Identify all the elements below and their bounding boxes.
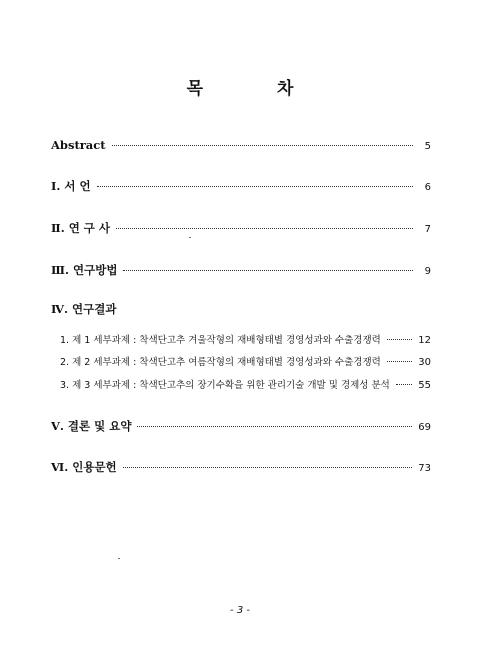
dot-leader [123, 269, 413, 271]
toc-entry-conclusion[interactable] [51, 418, 431, 434]
dot-leader [123, 466, 413, 468]
toc-subentry-1[interactable] [60, 332, 431, 346]
toc-section-results[interactable]: Ⅳ. 연구결과 [51, 302, 117, 316]
scan-speck [189, 237, 191, 238]
toc-entry-references[interactable] [51, 459, 431, 475]
toc-entry-methods[interactable] [51, 262, 431, 278]
toc-entry-page: 69 [418, 422, 431, 433]
toc-entry-introduction[interactable] [51, 178, 431, 194]
toc-entry-abstract[interactable] [51, 138, 431, 152]
toc-subentry-page: 12 [418, 335, 431, 346]
toc-entry-page: 73 [418, 463, 431, 474]
toc-entry-page: 6 [424, 182, 431, 193]
toc-entry-page: 9 [424, 266, 431, 277]
dot-leader [97, 185, 413, 187]
toc-entry-label: Abstract [51, 138, 106, 152]
dot-leader [137, 425, 412, 427]
toc-entry-page: 5 [424, 141, 431, 152]
dot-leader [387, 338, 412, 340]
toc-entry-literature-review[interactable] [51, 220, 431, 236]
toc-entry-label: Ⅵ. 인용문헌 [51, 460, 117, 474]
dot-leader [116, 227, 413, 229]
scan-speck [118, 558, 120, 559]
toc-subentry-label: 1. 제 1 세부과제 : 착색단고추 겨울작형의 재배형태별 경영성과와 수출경쟁력 [60, 335, 381, 346]
toc-entry-label: Ⅰ. 서 언 [51, 179, 91, 193]
dot-leader [396, 383, 412, 385]
toc-subentry-page: 30 [418, 357, 431, 368]
toc-entry-label: Ⅴ. 결론 및 요약 [51, 419, 132, 433]
dot-leader [387, 360, 412, 362]
toc-entry-label: Ⅱ. 연 구 사 [51, 221, 111, 235]
toc-subentry-3[interactable] [60, 377, 431, 391]
toc-subentry-page: 55 [418, 380, 431, 391]
toc-entry-label: Ⅲ. 연구방법 [51, 263, 118, 277]
toc-subentry-label: 2. 제 2 세부과제 : 착색단고추 여름작형의 재배형태별 경영성과와 수출경쟁력 [60, 357, 381, 368]
dot-leader [112, 144, 413, 146]
toc-subentry-2[interactable] [60, 354, 431, 368]
toc-entry-page: 7 [424, 224, 431, 235]
page-title: 목 차 [186, 79, 328, 99]
page-number-footer: - 3 - [230, 605, 250, 616]
toc-subentry-label: 3. 제 3 세부과제 : 착색단고추의 장기수확을 위한 관리기술 개발 및 경제성 분석 [60, 380, 390, 391]
